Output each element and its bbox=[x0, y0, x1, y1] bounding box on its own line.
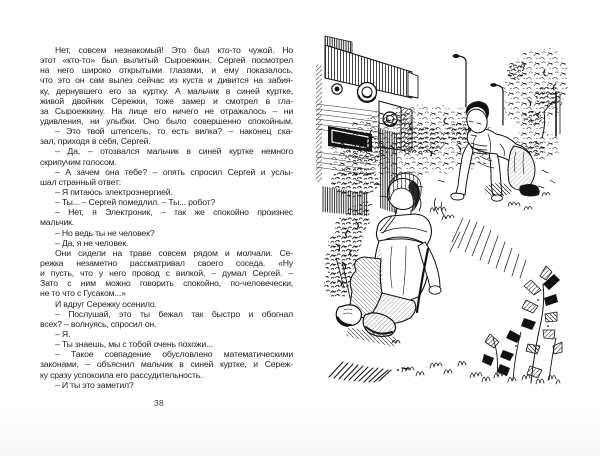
text-line: ку, дернувшего его за куртку. А мальчик в синей куртке, bbox=[40, 85, 293, 96]
text-line: Зато с ним можно говорить спокойно, по-человечески, bbox=[40, 278, 293, 289]
text-line: – Я. bbox=[55, 328, 71, 339]
text-line: всех? – волнуясь, спросил он. bbox=[40, 318, 157, 329]
porthole-window bbox=[358, 83, 377, 102]
street-lamp-2 bbox=[490, 83, 503, 125]
hand bbox=[429, 286, 441, 294]
text-line: – Я питаюсь электроэнергией. bbox=[55, 186, 173, 197]
text-line: мальчик. bbox=[40, 217, 74, 228]
illustration-svg bbox=[300, 35, 570, 395]
text-line: – Нет, я Электроник, – так же спокойно произнес bbox=[55, 207, 293, 218]
text-line: – И ты это заметил? bbox=[55, 379, 134, 390]
text-line: – Ты знаешь, мы с тобой очень похожи... bbox=[55, 339, 213, 350]
text-line: удивления, ни улыбки. Оно было совершенно спокойным. bbox=[40, 115, 293, 126]
ground-shadow-wedge bbox=[329, 362, 391, 382]
porthole-window bbox=[332, 84, 342, 94]
text-line: не то что с Гусаком...» bbox=[40, 288, 126, 299]
story-illustration bbox=[300, 35, 570, 395]
right-plants bbox=[470, 266, 562, 384]
text-line: и пусть, что у него провод с вилкой, – думал Сергей. – bbox=[40, 268, 293, 279]
text-line: И вдруг Сережку осенило. bbox=[55, 298, 157, 309]
text-line: этот «кто-то» был вылитый Сыроежкин. Сергей посмотрел bbox=[40, 55, 293, 66]
tree bbox=[502, 48, 568, 138]
text-line: на него широко открытыми глазами, и ему показалось, bbox=[40, 65, 293, 76]
text-line: за Сыроежкину. На лице его ничего не отражалось – ни bbox=[40, 105, 293, 116]
text-line: режка незаметно рассматривал своего соседа. «Ну bbox=[40, 257, 293, 268]
text-line: – Такое совпадение обусловлено математическими bbox=[55, 349, 293, 360]
page-number: 38 bbox=[154, 398, 164, 408]
text-line: шал странный ответ: bbox=[40, 176, 122, 187]
text-line: что это он сам вылез сейчас из куста и дивится на забия- bbox=[40, 75, 293, 86]
text-line: – Послушай, это ты бежал так быстро и обогнал bbox=[55, 308, 293, 319]
text-line: – Да, я не человек. bbox=[55, 237, 129, 248]
text-line: скрипучим голосом. bbox=[40, 156, 117, 167]
text-line: живой двойник Сережки, тоже замер и смотрел в гла- bbox=[40, 95, 293, 106]
page-text-column bbox=[40, 45, 293, 390]
slope-hatching bbox=[450, 218, 526, 278]
left-hand bbox=[451, 193, 464, 200]
text-line: зал, приходя в себя, Сергей. bbox=[40, 136, 151, 147]
plant-base-grass bbox=[470, 373, 560, 385]
text-line: – Но ведь ты не человек? bbox=[55, 227, 155, 238]
street-lamp-1 bbox=[453, 54, 466, 107]
text-line: – Да, – отозвался мальчик в синей куртке немного bbox=[55, 146, 293, 157]
text-line: Они сидели на траве совсем рядом и молчали. Се- bbox=[55, 247, 293, 258]
shoe bbox=[336, 305, 361, 327]
boot bbox=[519, 184, 539, 197]
text-line: – Это твой штепсель, то есть вилка? – наконец ска- bbox=[55, 126, 293, 137]
text-line: Нет, совсем незнакомый! Это был кто-то чужой. Но bbox=[55, 45, 293, 55]
text-line: ку сразу успокоила его рассудительность. bbox=[40, 369, 203, 380]
text-line: – А зачем она тебе? – опять спросил Сергей и услы- bbox=[55, 166, 293, 177]
text-line: – Ты... – Сергей помедлил. – Ты... робот? bbox=[55, 197, 216, 208]
text-line: законами, – объяснил мальчик в синей куртке, и Сереж- bbox=[40, 359, 293, 370]
